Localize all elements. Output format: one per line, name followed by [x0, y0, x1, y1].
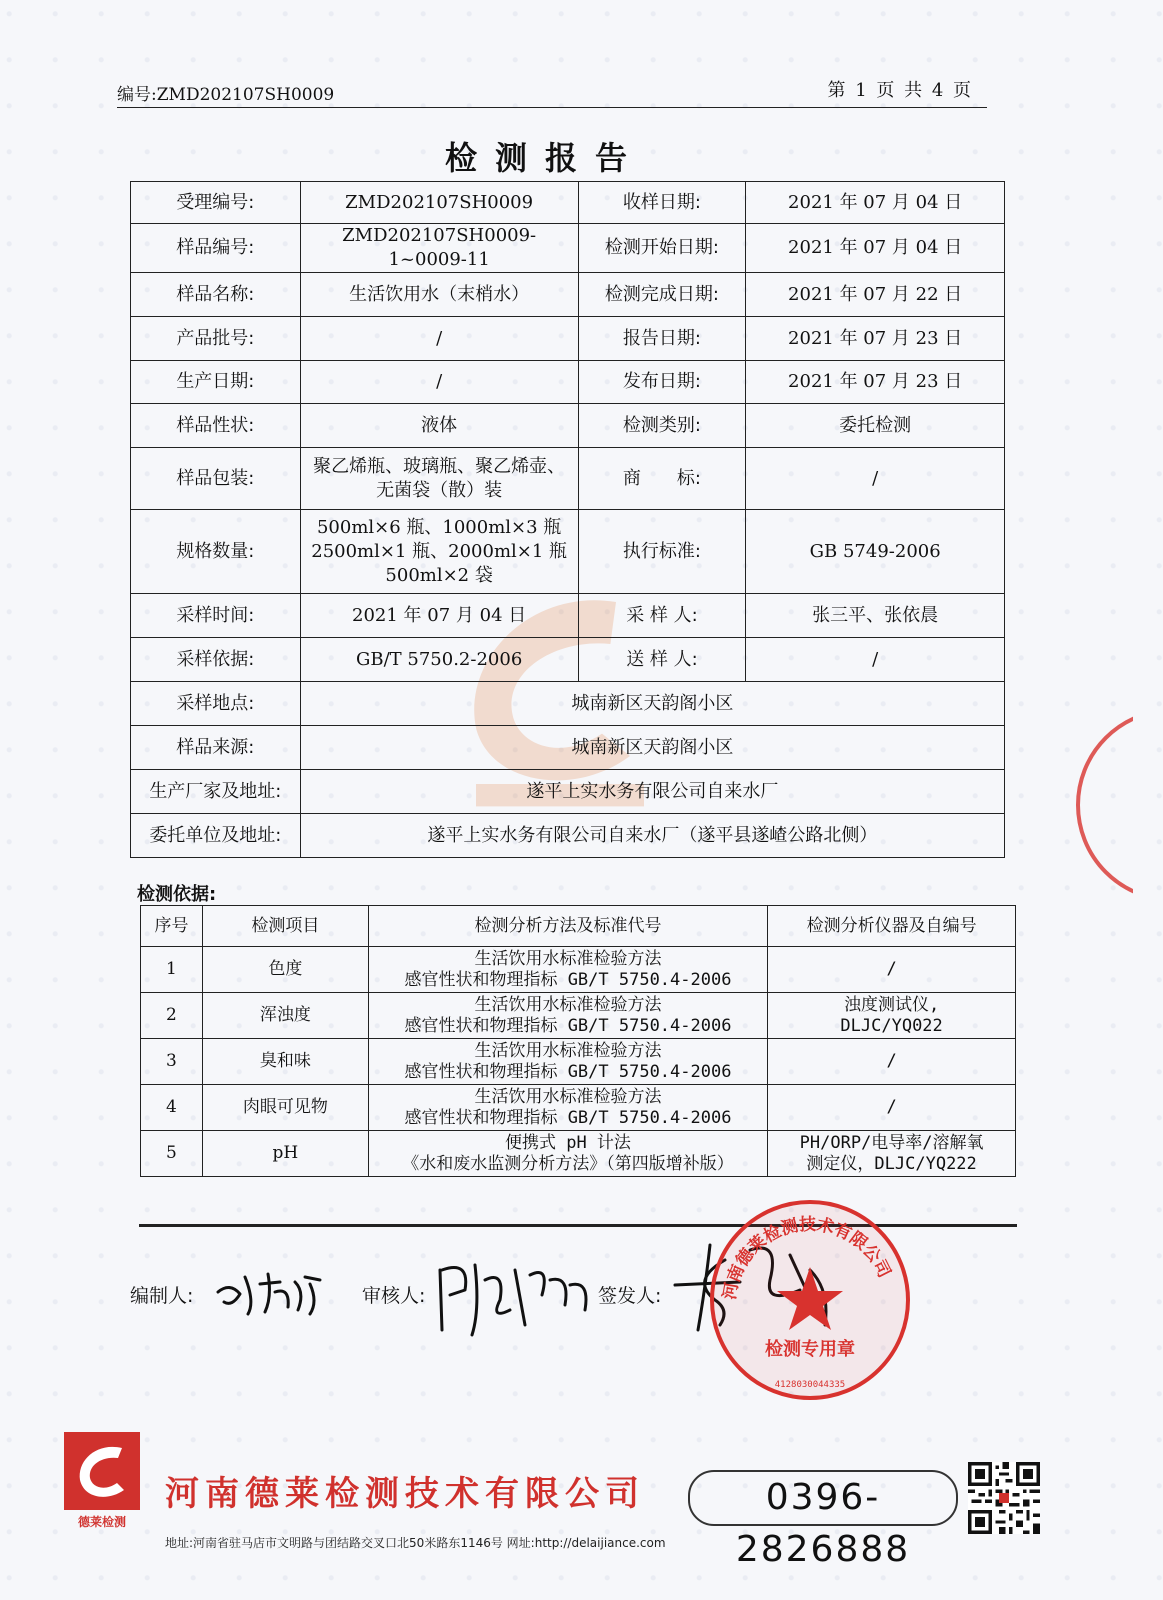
editor-label: 编制人:	[130, 1285, 194, 1307]
info-label: 收样日期:	[578, 182, 746, 224]
brand-label: 商 标:	[578, 448, 746, 510]
sample-info-table	[130, 181, 1005, 858]
row-instrument	[768, 947, 1016, 993]
info-label: 产品批号:	[131, 317, 301, 361]
col-header-instrument: 检测分析仪器及自编号	[768, 906, 1016, 947]
row-item: 色度	[202, 947, 368, 993]
table-row	[141, 1039, 1016, 1085]
info-value: ZMD202107SH0009	[300, 182, 578, 224]
info-value: ZMD202107SH0009-1~0009-11	[300, 224, 578, 273]
row-instrument	[768, 1039, 1016, 1085]
packaging-label: 样品包装:	[131, 448, 301, 510]
method-line: 感官性状和物理指标 GB/T 5750.4-2006	[404, 1015, 732, 1036]
manufacturer-label: 生产厂家及地址:	[131, 770, 301, 814]
basis-header-row	[141, 906, 1016, 947]
info-row	[131, 682, 1005, 726]
method-line: 生活饮用水标准检验方法	[474, 994, 662, 1015]
seal-number-text: 4128030044335	[774, 1380, 846, 1390]
reviewer-label: 审核人:	[362, 1285, 426, 1307]
row-item: 肉眼可见物	[202, 1085, 368, 1131]
sample-source-label: 样品来源:	[131, 726, 301, 770]
method-line: 便携式 pH 计法	[504, 1132, 631, 1153]
company-address: 地址:河南省驻马店市文明路与团结路交叉口北50米路东1146号 网址:http://delaijiance.com	[165, 1536, 666, 1550]
method-line: 《水和废水监测分析方法》（第四版增补版）	[402, 1153, 734, 1174]
info-label: 发布日期:	[578, 361, 746, 404]
sampling-basis-label: 采样依据:	[131, 638, 301, 682]
qr-code-icon	[968, 1462, 1040, 1534]
row-item: 浑浊度	[202, 993, 368, 1039]
sampling-basis-value: GB/T 5750.2-2006	[300, 638, 578, 682]
instrument-line: 测定仪，DLJC/YQ222	[806, 1153, 977, 1174]
info-label: 受理编号:	[131, 182, 301, 224]
info-row	[131, 273, 1005, 317]
info-value: /	[300, 361, 578, 404]
row-instrument	[768, 993, 1016, 1039]
info-label: 检测开始日期:	[578, 224, 746, 273]
company-name: 河南德莱检测技术有限公司	[165, 1474, 645, 1514]
instrument-line: /	[886, 1051, 897, 1071]
info-label: 样品编号:	[131, 224, 301, 273]
seal-ring-text: 河南德莱检测技术有限公司	[719, 1214, 895, 1302]
row-item: pH	[202, 1131, 368, 1177]
info-value: 2021 年 07 月 23 日	[746, 317, 1005, 361]
sender-value: /	[746, 638, 1005, 682]
info-row	[131, 726, 1005, 770]
info-row	[131, 594, 1005, 638]
table-row	[141, 993, 1016, 1039]
instrument-line: PH/ORP/电导率/溶解氧	[799, 1132, 984, 1153]
row-no: 3	[141, 1039, 203, 1085]
report-number: 编号:ZMD202107SH0009	[117, 80, 987, 108]
info-value: 委托检测	[746, 404, 1005, 448]
method-line: 感官性状和物理指标 GB/T 5750.4-2006	[404, 969, 732, 990]
company-logo-icon	[62, 1430, 142, 1530]
packaging-value	[300, 448, 578, 510]
col-header-method: 检测分析方法及标准代号	[368, 906, 767, 947]
info-row	[131, 182, 1005, 224]
info-value: 生活饮用水（末梢水）	[300, 273, 578, 317]
sampler-label: 采 样 人:	[578, 594, 746, 638]
packaging-line: 无菌袋（散）装	[376, 479, 503, 501]
spec-value	[300, 510, 578, 594]
row-method	[368, 993, 767, 1039]
info-row	[131, 510, 1005, 594]
info-label: 样品性状:	[131, 404, 301, 448]
instrument-line: /	[886, 959, 897, 979]
sample-source-value: 城南新区天韵阁小区	[300, 726, 1004, 770]
row-method	[368, 1131, 767, 1177]
row-method	[368, 1085, 767, 1131]
info-row	[131, 448, 1005, 510]
row-method	[368, 947, 767, 993]
method-line: 生活饮用水标准检验方法	[474, 1040, 662, 1061]
info-label: 生产日期:	[131, 361, 301, 404]
table-row	[141, 1085, 1016, 1131]
row-no: 1	[141, 947, 203, 993]
client-label: 委托单位及地址:	[131, 814, 301, 858]
row-instrument	[768, 1131, 1016, 1177]
sampling-time-value: 2021 年 07 月 04 日	[300, 594, 578, 638]
info-label: 检测完成日期:	[578, 273, 746, 317]
info-value: /	[300, 317, 578, 361]
row-no: 2	[141, 993, 203, 1039]
col-header-no: 序号	[141, 906, 203, 947]
info-label: 检测类别:	[578, 404, 746, 448]
info-value: 2021 年 07 月 04 日	[746, 224, 1005, 273]
inspection-seal	[705, 1195, 915, 1405]
instrument-line: 浊度测试仪,	[843, 994, 940, 1015]
method-line: 感官性状和物理指标 GB/T 5750.4-2006	[404, 1061, 732, 1082]
approver-label: 签发人:	[598, 1285, 662, 1307]
info-label: 样品名称:	[131, 273, 301, 317]
client-value: 遂平上实水务有限公司自来水厂（遂平县遂嵖公路北侧）	[300, 814, 1004, 858]
page-title: 检测报告	[444, 139, 645, 177]
spec-label: 规格数量:	[131, 510, 301, 594]
sampler-value: 张三平、张依晨	[746, 594, 1005, 638]
info-row	[131, 361, 1005, 404]
table-row	[141, 947, 1016, 993]
edge-seal	[1073, 700, 1133, 910]
row-method	[368, 1039, 767, 1085]
info-value: 2021 年 07 月 22 日	[746, 273, 1005, 317]
row-no: 4	[141, 1085, 203, 1131]
sampling-time-label: 采样时间:	[131, 594, 301, 638]
spec-line: 2500ml×1 瓶、2000ml×1 瓶	[311, 540, 568, 562]
instrument-line: DLJC/YQ022	[840, 1015, 943, 1036]
method-line: 生活饮用水标准检验方法	[474, 1086, 662, 1107]
info-value: 液体	[300, 404, 578, 448]
basis-title: 检测依据:	[137, 884, 217, 905]
sender-label: 送 样 人:	[578, 638, 746, 682]
svg-text:德莱检测: 德莱检测	[77, 1515, 127, 1529]
page-info: 第 1 页 共 4 页	[827, 80, 973, 101]
seal-center-text: 检测专用章	[765, 1339, 855, 1360]
info-row	[131, 404, 1005, 448]
reviewer-signature	[430, 1250, 600, 1340]
info-row	[131, 814, 1005, 858]
info-label: 报告日期:	[578, 317, 746, 361]
row-instrument	[768, 1085, 1016, 1131]
spec-line: 500ml×2 袋	[385, 564, 493, 586]
test-basis-table	[140, 905, 1016, 1177]
row-item: 臭和味	[202, 1039, 368, 1085]
info-value: 2021 年 07 月 04 日	[746, 182, 1005, 224]
row-no: 5	[141, 1131, 203, 1177]
method-line: 生活饮用水标准检验方法	[474, 948, 662, 969]
company-phone: 0396-2826888	[688, 1470, 958, 1526]
info-value: 2021 年 07 月 23 日	[746, 361, 1005, 404]
col-header-item: 检测项目	[202, 906, 368, 947]
info-row	[131, 224, 1005, 273]
table-row	[141, 1131, 1016, 1177]
standard-value: GB 5749-2006	[746, 510, 1005, 594]
editor-signature	[210, 1262, 330, 1322]
spec-line: 500ml×6 瓶、1000ml×3 瓶	[316, 516, 562, 538]
sampling-site-value: 城南新区天韵阁小区	[300, 682, 1004, 726]
packaging-line: 聚乙烯瓶、玻璃瓶、聚乙烯壶、	[313, 455, 566, 477]
brand-value: /	[746, 448, 1005, 510]
info-row	[131, 638, 1005, 682]
method-line: 感官性状和物理指标 GB/T 5750.4-2006	[404, 1107, 732, 1128]
info-row	[131, 317, 1005, 361]
instrument-line: /	[886, 1097, 897, 1117]
info-row	[131, 770, 1005, 814]
manufacturer-value: 遂平上实水务有限公司自来水厂	[300, 770, 1004, 814]
standard-label: 执行标准:	[578, 510, 746, 594]
sampling-site-label: 采样地点:	[131, 682, 301, 726]
